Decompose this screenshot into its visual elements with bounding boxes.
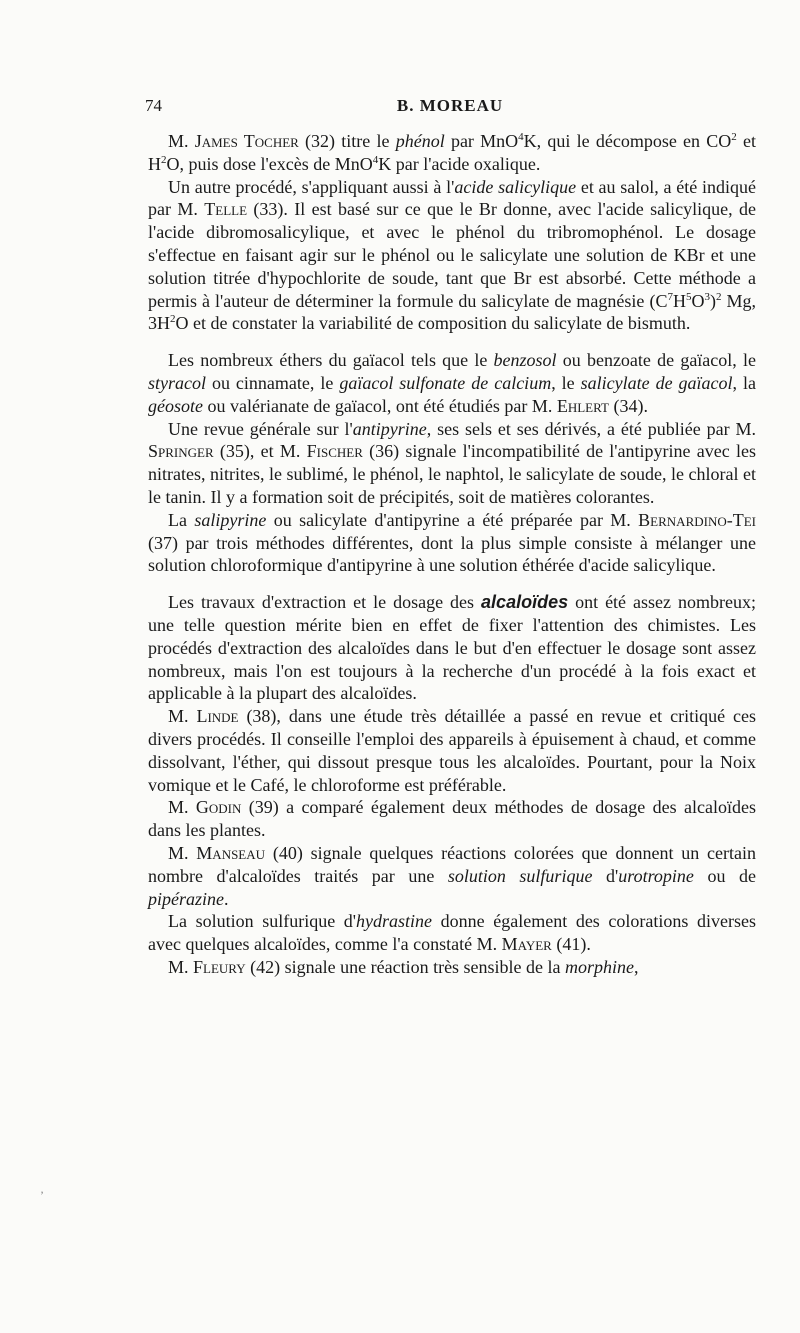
paragraph-hydrastine: La solution sulfurique d'hydrastine donne également des colorations diverses avec quelques alcaloïdes, comme l'a constaté M. Mayer (41).	[148, 911, 756, 955]
author-name: Telle	[204, 199, 248, 220]
section-gap	[148, 335, 756, 349]
body-text	[148, 130, 756, 979]
author-name: Mayer	[501, 934, 552, 955]
author-name: Bernardino-Tei	[638, 509, 756, 530]
page-header	[145, 96, 755, 120]
paragraph-tocher: M. James Tocher (32) titre le phénol par MnO$^4$K, qui le décompose en $CO^2$ et $H^2O$, puis dose l'excès de MnO$^4$K par l'acide oxalique.	[148, 131, 756, 174]
keyword-alcaloides: alcaloïdes	[481, 592, 569, 613]
author-name: Springer	[148, 441, 214, 462]
section-gap	[148, 577, 756, 591]
author-name: Fleury	[193, 956, 246, 977]
author-name: Fischer	[306, 441, 363, 462]
paragraph-manseau: M. Manseau (40) signale quelques réactions colorées que donnent un certain nombre d'alcaloïdes traités par une solution sulfurique d'urotropine ou de pipérazine.	[148, 842, 756, 909]
paragraph-alcaloides: Les travaux d'extraction et le dosage des alcaloïdes ont été assez nombreux; une telle question mérite bien en effet de fixer l'attention des chimistes. Les procédés d'extraction des alcaloïdes dans le but d'en effectuer le dosage sont assez nombreux, mais l'on est toujours à la recherche d'un procédé à la fois exact et applicable à la plupart des alcaloïdes.	[148, 592, 756, 704]
paragraph-linde: M. Linde (38), dans une étude très détaillée a passé en revue et critiqué ces divers procédés. Il conseille l'emploi des appareils à épuisement à chaud, et comme dissolvant, l'éther, qui dissout presque tous les alcaloïdes. Pourtant, pour la Noix vomique et le Café, le chloroforme est préférable.	[148, 706, 756, 795]
paragraph-fleury: M. Fleury (42) signale une réaction très sensible de la morphine,	[168, 956, 639, 977]
paragraph-godin: M. Godin (39) a comparé également deux méthodes de dosage des alcaloïdes dans les plantes.	[148, 797, 756, 841]
author-name: James Tocher	[194, 131, 299, 151]
author-name: Ehlert	[556, 395, 609, 416]
author-name: Godin	[195, 797, 242, 818]
paragraph-telle: Un autre procédé, s'appliquant aussi à l'acide salicylique et au salol, a été indiqué par M. Telle (33). Il est basé sur ce que le Br donne, avec l'acide salicylique, de l'acide dibromosalicylique, et avec le phénol du tribromophénol. Le dosage s'effectue en faisant agir sur le phénol ou le salicylate une solution de KBr et une solution titrée d'hypochlorite de soude, tant que Br est absorbé. Cette méthode a permis à l'auteur de déterminer la formule du salicylate de magnésie $(C^7H^5O^3)^2$ Mg, $3H^2O$ et de constater la variabilité de composition du salicylate de bismuth.	[148, 176, 756, 334]
paragraph-antipyrine: Une revue générale sur l'antipyrine, ses sels et ses dérivés, a été publiée par M. Springer (35), et M. Fischer (36) signale l'incompatibilité de l'antipyrine avec les nitrates, nitrites, le sublimé, le phénol, le naphtol, le salicylate de soude, le chloral et le tanin. Il y a formation soit de précipités, soit de matières colorantes.	[148, 418, 757, 507]
paragraph-gaiacol: Les nombreux éthers du gaïacol tels que le benzosol ou benzoate de gaïacol, le styracol ou cinnamate, le gaïacol sulfonate de calcium, le salicylate de gaïacol, la géosote ou valérianate de gaïacol, ont été étudiés par M. Ehlert (34).	[148, 350, 756, 416]
author-name: Linde	[196, 706, 239, 727]
paragraph-salipyrine: La salipyrine ou salicylate d'antipyrine a été préparée par M. Bernardino-Tei (37) par trois méthodes différentes, dont la plus simple consiste à mélanger une solution chloroformique d'antipyrine à une solution éthérée d'acide salicylique.	[148, 509, 756, 576]
author-name: Manseau	[196, 842, 266, 863]
running-title: B. MOREAU	[396, 96, 504, 115]
margin-mark: ’	[40, 1188, 44, 1202]
page-number: 74	[145, 96, 162, 115]
